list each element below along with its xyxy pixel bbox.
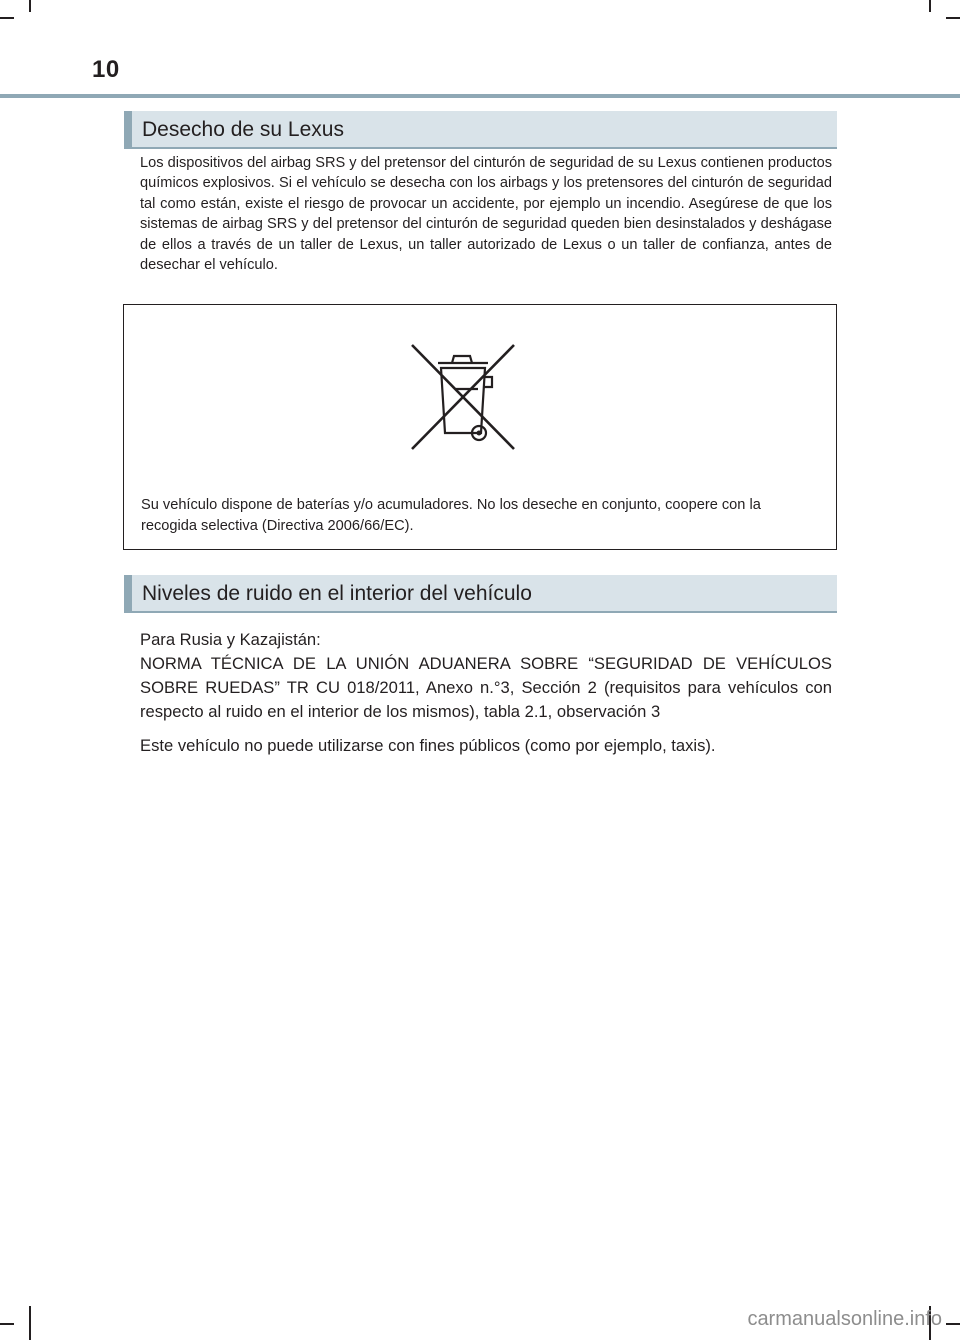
section-heading-text: Niveles de ruido en el interior del vehículo — [142, 582, 532, 605]
noise-content — [140, 628, 832, 758]
noise-intro: Para Rusia y Kazajistán: — [140, 630, 321, 649]
watermark: carmanualsonline.info — [747, 1308, 942, 1330]
crop-mark — [29, 1306, 31, 1340]
public-use-note: Este vehículo no puede utilizarse con fines públicos (como por ejemplo, taxis). — [140, 736, 716, 755]
crossed-out-wheelie-bin-icon — [408, 341, 518, 453]
header-rule — [0, 94, 960, 98]
section-heading-disposal — [124, 111, 837, 149]
noise-regulation: NORMA TÉCNICA DE LA UNIÓN ADUANERA SOBRE “SEGURIDAD DE VEHÍCULOS SOBRE RUEDAS” TR CU 018/2011, Anexo n.°3, Sección 2 (requisitos para vehículos con respecto al ruido en el interior de los mismos), tabla 2.1, observación 3 — [140, 654, 832, 721]
battery-notice-box — [123, 304, 837, 550]
crop-mark — [0, 1323, 14, 1325]
crop-mark — [946, 1323, 960, 1325]
crop-mark — [946, 17, 960, 19]
crop-mark — [0, 17, 14, 19]
crop-mark — [29, 0, 31, 12]
crop-mark — [929, 0, 931, 12]
section-heading-text: Desecho de su Lexus — [142, 118, 344, 141]
page-number: 10 — [92, 56, 120, 83]
disposal-body-text: Los dispositivos del airbag SRS y del pretensor del cinturón de seguridad de su Lexus contienen productos químicos explosivos. Si el vehículo se desecha con los airbags y los pretensores del cinturón de seguridad tal como están, existe el riesgo de provocar un accidente, por ejemplo un incendio. Asegúrese de que los sistemas de airbag SRS y del pretensor del cinturón de seguridad queden bien desinstalados y deshágase de ellos a través de un taller de Lexus, un taller autorizado de Lexus o un taller de confianza, antes de desechar el vehículo. — [140, 155, 833, 274]
battery-notice-text: Su vehículo dispone de baterías y/o acumuladores. No los deseche en conjunto, coopere con la recogida selectiva (Directiva 2006/66/EC). — [141, 497, 761, 534]
section-heading-noise — [124, 575, 837, 613]
